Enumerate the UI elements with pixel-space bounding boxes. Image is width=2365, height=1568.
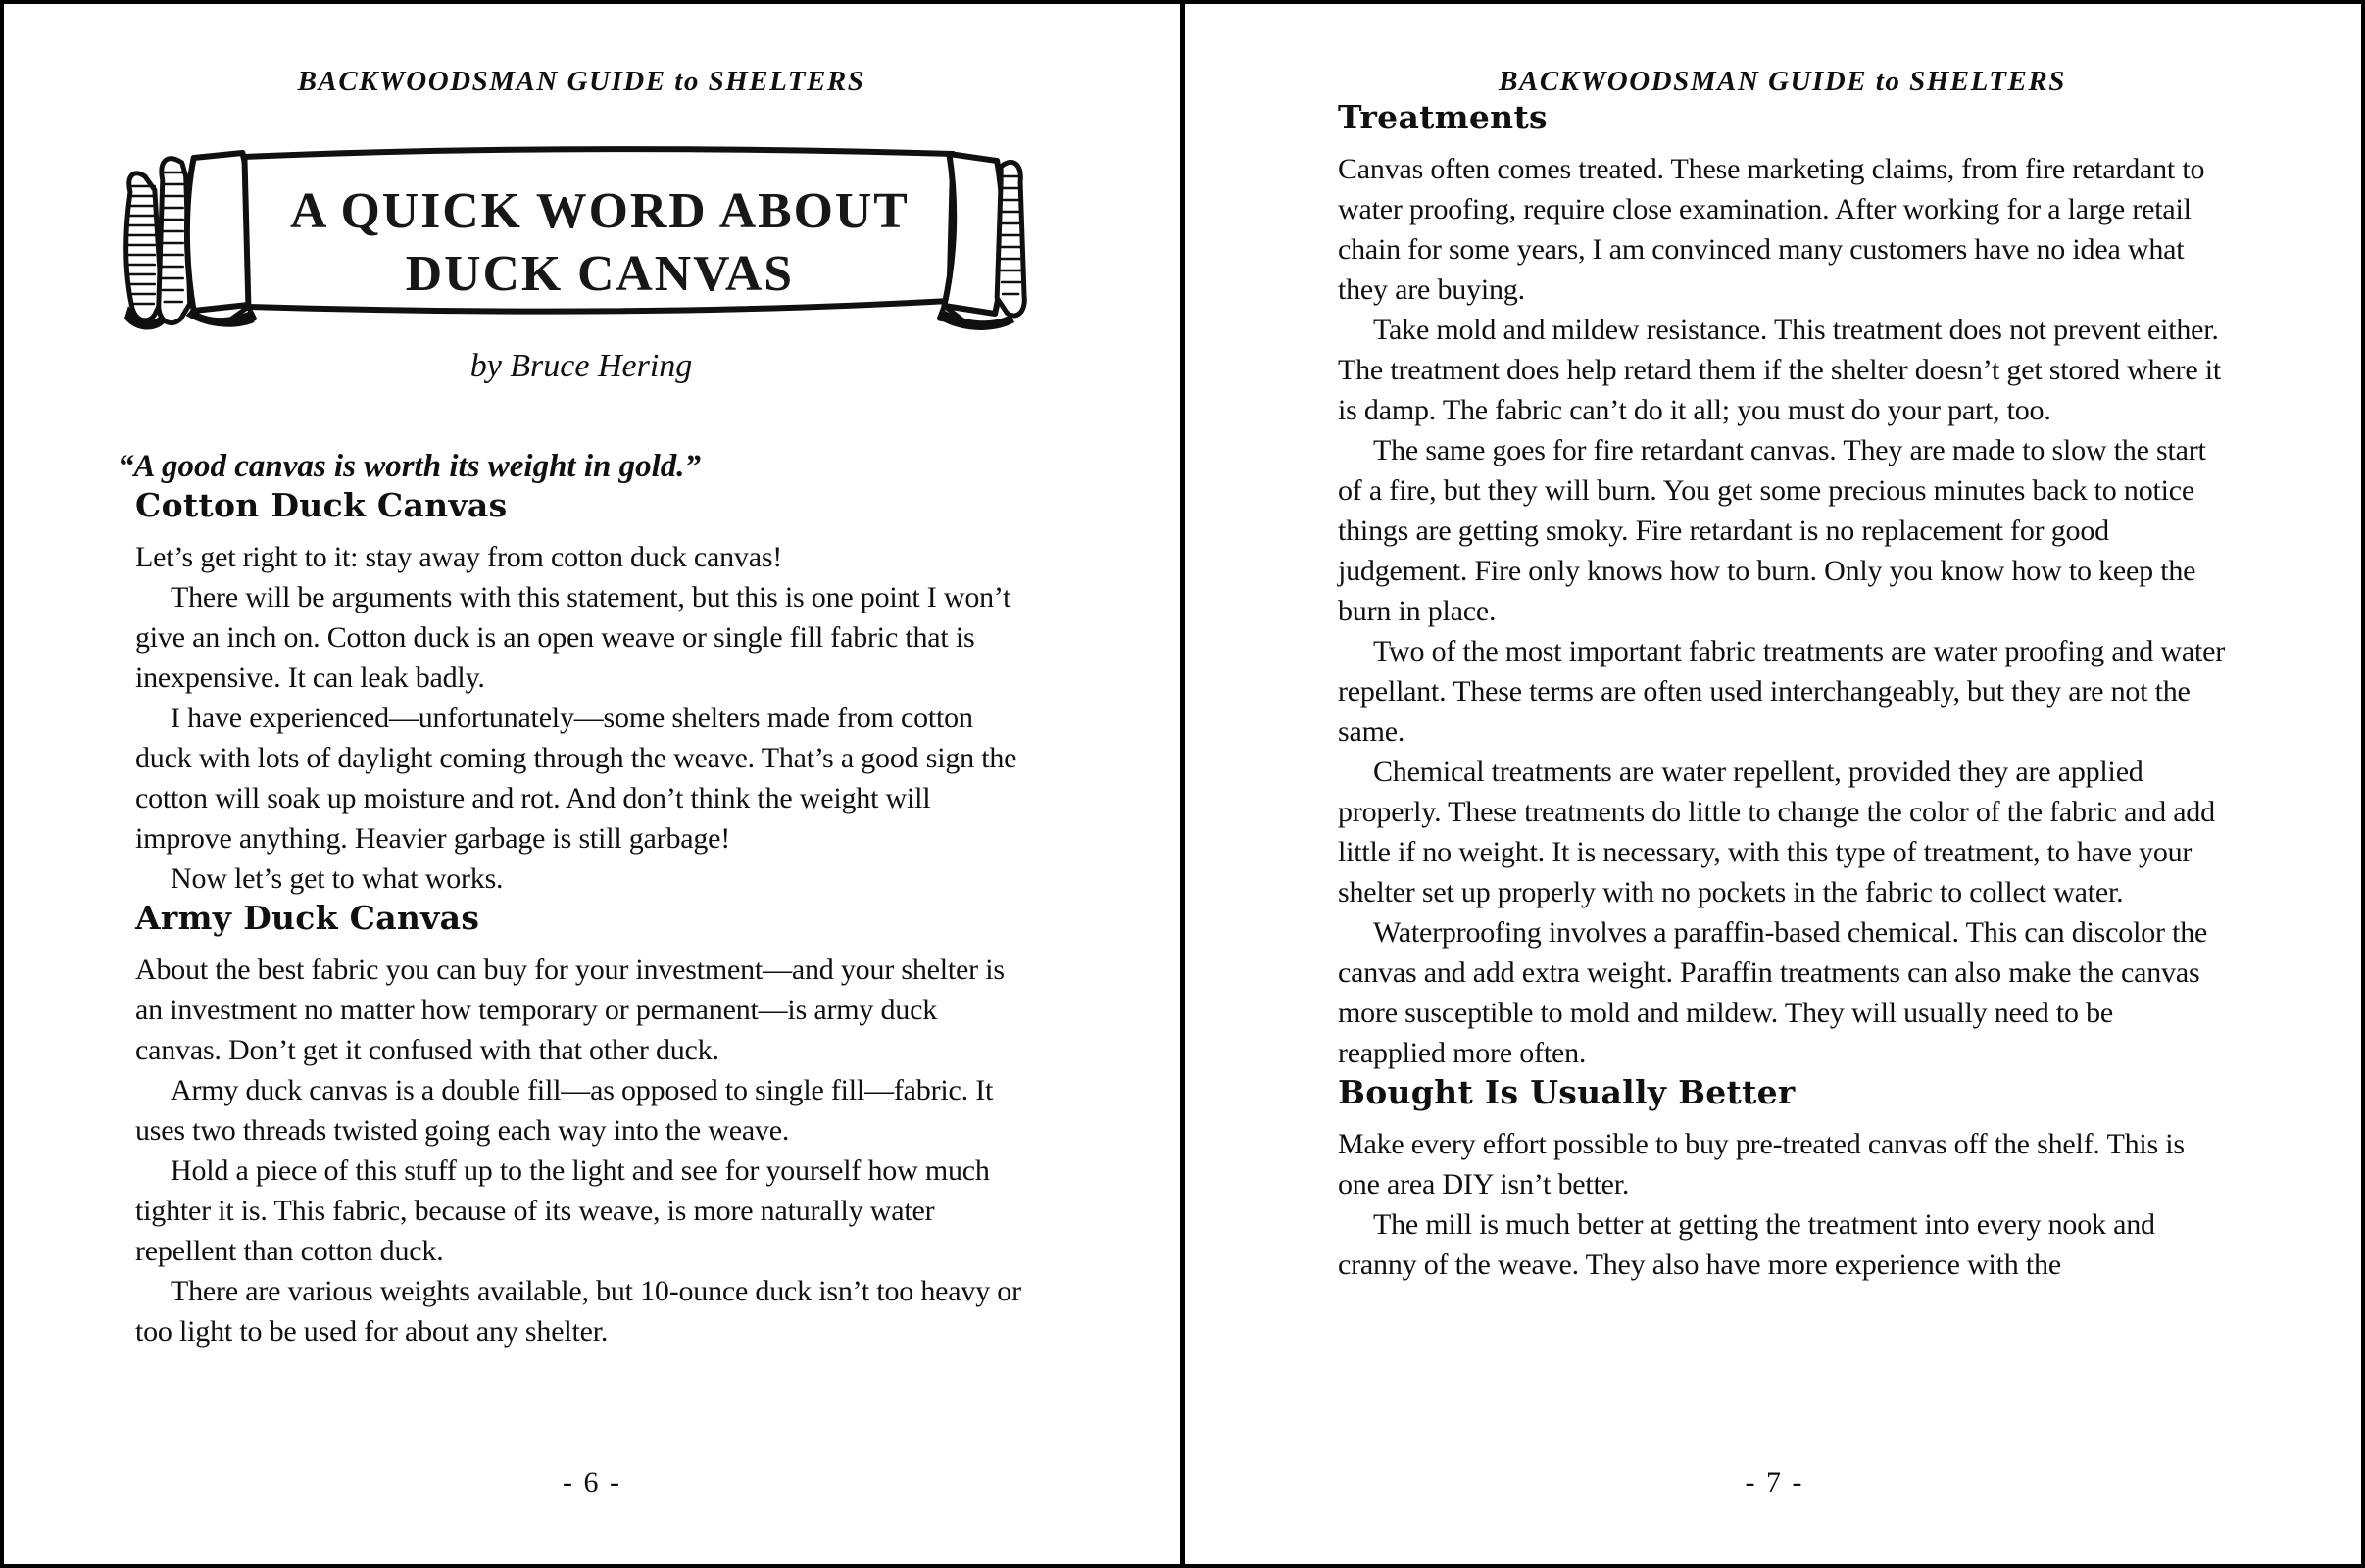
body-paragraph: Make every effort possible to buy pre-treated canvas off the shelf. This is one area DIY isn’t better. <box>1338 1128 2185 1200</box>
body-paragraph: Take mold and mildew resistance. This treatment does not prevent either. The treatment does help retard them if the shelter doesn’t get stored where it is damp. The fabric can’t do it all; you must do your part, too. <box>1338 314 2222 426</box>
section-heading-treatments: Treatments <box>1338 98 1548 136</box>
running-head-left: BACKWOODSMAN GUIDE to SHELTERS <box>297 66 865 97</box>
section-heading-cotton-duck: Cotton Duck Canvas <box>135 486 508 524</box>
running-head-right: BACKWOODSMAN GUIDE to SHELTERS <box>1499 66 2066 97</box>
body-paragraph: I have experienced—unfortunately—some shelters made from cotton duck with lots of daylight coming through the weave. That’s a good sign the cotton will soak up moisture and rot. And don’t think the weight will improve anything. Heavier garbage is still garbage! <box>135 702 1017 855</box>
body-paragraph: Chemical treatments are water repellent, provided they are applied properly. These treatments do little to change the color of the fabric and add little if no weight. It is necessary, with this type of treatment, to have your shelter set up properly with no pockets in the fabric to collect water. <box>1338 756 2215 908</box>
banner-title-line2: DUCK CANVAS <box>405 245 795 303</box>
body-paragraph: Now let’s get to what works. <box>171 862 504 895</box>
body-paragraph: Waterproofing involves a paraffin-based chemical. This can discolor the canvas and add extra weight. Paraffin treatments can also make the canvas more susceptible to mold and mildew. They will usually need to be reapplied more often. <box>1338 916 2208 1069</box>
body-paragraph: About the best fabric you can buy for your investment—and your shelter is an investment no matter how temporary or permanent—is army duck canvas. Don’t get it confused with that other duck. <box>135 954 1005 1066</box>
body-paragraph: Let’s get right to it: stay away from cotton duck canvas! <box>135 541 783 573</box>
body-paragraph: Hold a piece of this stuff up to the light and see for yourself how much tighter it is. This fabric, because of its weave, is more naturally water repellent than cotton duck. <box>135 1154 990 1267</box>
page-7 <box>1185 4 2364 1564</box>
body-paragraph: The same goes for fire retardant canvas. They are made to slow the start of a fire, but they will burn. You get some precious minutes back to notice things are getting smoky. Fire retardant is no replacement for good judgement. Fire only knows how to burn. Only you know how to keep the burn in place. <box>1338 434 2206 627</box>
banner-title-line1: A QUICK WORD ABOUT <box>290 182 910 240</box>
page-number-right: - 7 - <box>1745 1466 1804 1498</box>
section-heading-bought-better: Bought Is Usually Better <box>1338 1073 1796 1111</box>
scroll-banner-illustration <box>116 141 1033 337</box>
page-6 <box>4 4 1180 1564</box>
body-paragraph: Army duck canvas is a double fill—as opposed to single fill—fabric. It uses two threads twisted going each way into the weave. <box>135 1074 994 1147</box>
body-paragraph: Canvas often comes treated. These marketing claims, from fire retardant to water proofing, require close examination. After working for a large retail chain for some years, I am convinced many customers have no idea what they are buying. <box>1338 153 2205 306</box>
chapter-banner <box>116 141 1033 337</box>
section-heading-army-duck: Army Duck Canvas <box>135 899 480 937</box>
body-paragraph: Two of the most important fabric treatments are water proofing and water repellant. These terms are often used interchangeably, but they are not the same. <box>1338 635 2226 748</box>
page-number-left: - 6 - <box>563 1466 621 1498</box>
byline: by Bruce Hering <box>469 348 693 384</box>
body-paragraph: The mill is much better at getting the treatment into every nook and cranny of the weave. They also have more experience with the <box>1338 1208 2155 1281</box>
pull-quote: “A good canvas is worth its weight in gold.” <box>118 449 702 484</box>
body-paragraph: There will be arguments with this statement, but this is one point I won’t give an inch on. Cotton duck is an open weave or single fill fabric that is inexpensive. It can leak badly. <box>135 581 1011 694</box>
body-paragraph: There are various weights available, but 10-ounce duck isn’t too heavy or too light to be used for about any shelter. <box>135 1275 1021 1348</box>
